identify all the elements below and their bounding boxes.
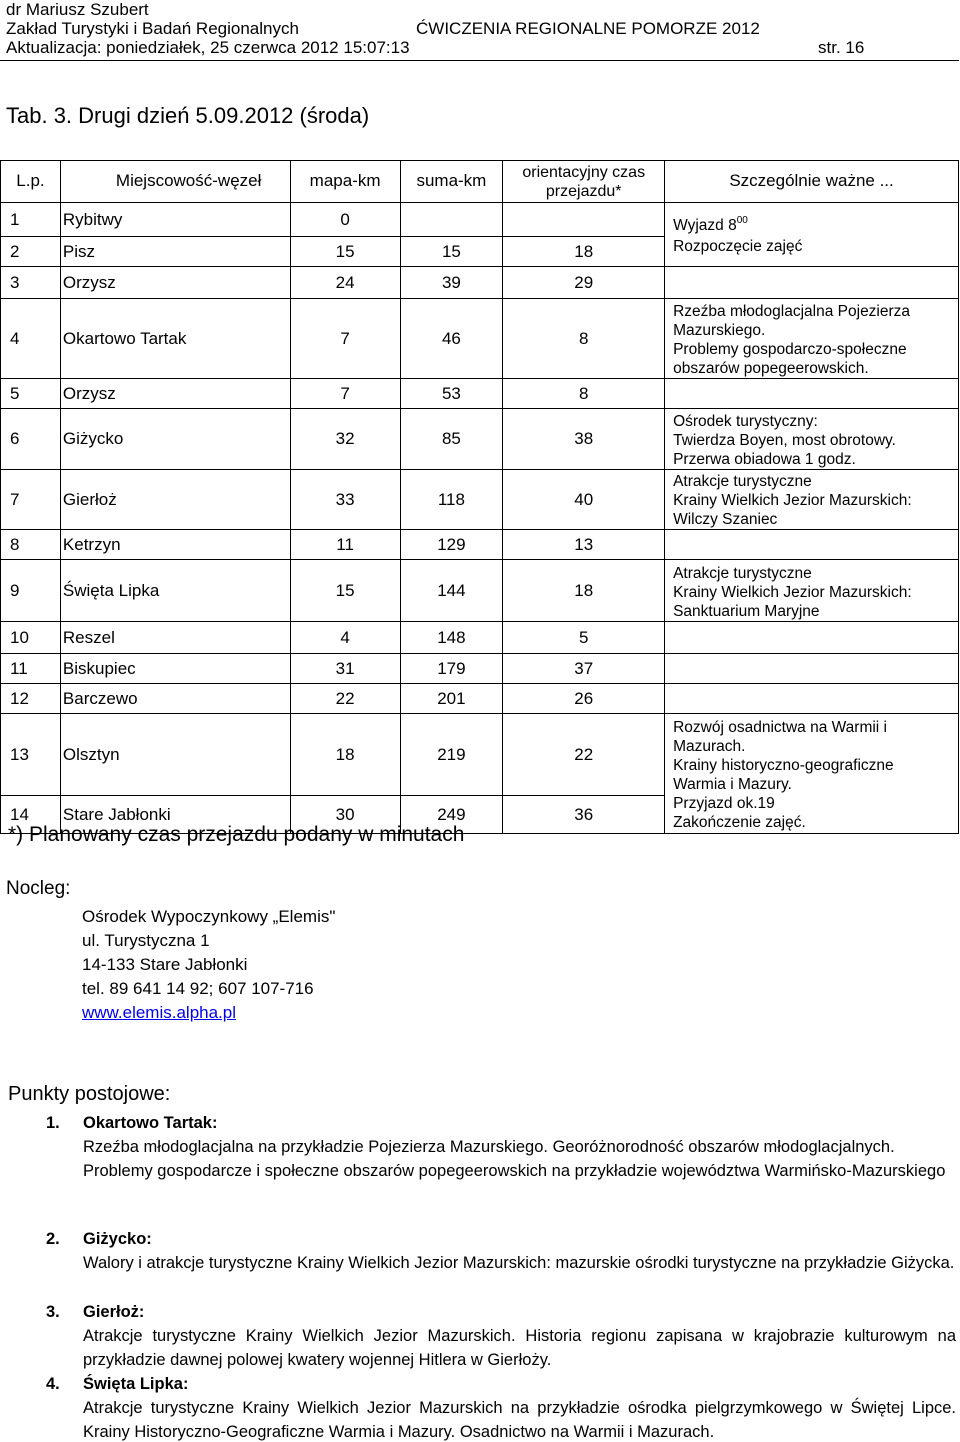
note-line: Rozwój osadnictwa na Warmii i	[673, 719, 888, 736]
header-notes: Szczególnie ważne ...	[665, 161, 959, 203]
itinerary-table	[0, 160, 959, 834]
header-page-number: str. 16	[818, 38, 865, 57]
stop-title: Giżycko:	[83, 1230, 152, 1248]
note-line: Atrakcje turystyczne	[673, 565, 812, 582]
row-time: 40	[503, 470, 665, 530]
stop-heading	[46, 1227, 956, 1251]
note-line: Atrakcje turystyczne	[673, 473, 812, 490]
note-start-line2: Rozpoczęcie zajęć	[673, 237, 803, 255]
row-map-km: 33	[290, 470, 400, 530]
stop-paragraph: Rzeźba młodoglacjalna na przykładzie Pojezierza Mazurskiego. Georóżnorodność obszarów młodoglacjalnych.	[83, 1138, 895, 1156]
row-sum-km: 148	[400, 622, 503, 654]
note-empty	[665, 622, 959, 654]
header-place: Miejscowość-węzeł	[60, 161, 290, 203]
row-lp: 2	[1, 237, 61, 267]
header-travel-time-line2: przejazdu*	[545, 182, 622, 200]
stop-paragraph: Atrakcje turystyczne Krainy Wielkich Jezior Mazurskich na przykładzie ośrodka pielgrzymkowego w Świętej Lipce. Krainy Historyczno-Geograficzne Warmia i Mazury. Osadnictwo na Warmii i Mazurach.	[83, 1399, 956, 1441]
note-line: Wilczy Szaniec	[673, 511, 778, 528]
row-place: Gierłoż	[60, 470, 290, 530]
header-author: dr Mariusz Szubert	[6, 0, 149, 19]
row-sum-km: 118	[400, 470, 503, 530]
row-lp: 12	[1, 684, 61, 714]
note-line: Krainy Wielkich Jezior Mazurskich:	[673, 492, 912, 509]
row-time: 29	[503, 267, 665, 299]
row-lp: 11	[1, 654, 61, 684]
note-line: Mazurach.	[673, 738, 746, 755]
row-lp: 6	[1, 409, 61, 470]
lodging-city: 14-133 Stare Jabłonki	[82, 955, 248, 974]
stop-paragraph: Problemy gospodarcze i społeczne obszarów popegeerowskich na przykładzie województwa Warmińsko-Mazurskiego	[83, 1162, 946, 1180]
stop-heading	[46, 1111, 956, 1135]
stop-body	[83, 1324, 956, 1372]
row-map-km: 15	[290, 237, 400, 267]
header-travel-time	[503, 161, 665, 203]
row-place: Święta Lipka	[60, 560, 290, 622]
row-time: 13	[503, 530, 665, 560]
row-place: Orzysz	[60, 379, 290, 409]
header-map-km: mapa-km	[290, 161, 400, 203]
stop-item	[46, 1111, 956, 1183]
note-line: Krainy Wielkich Jezior Mazurskich:	[673, 584, 912, 601]
note-empty	[665, 684, 959, 714]
note-line: Rzeźba młodoglacjalna Pojezierza	[673, 303, 911, 320]
table-row	[1, 203, 959, 237]
lodging-website-link[interactable]: www.elemis.alpha.pl	[82, 1003, 237, 1022]
row-lp: 4	[1, 299, 61, 379]
row-place: Orzysz	[60, 267, 290, 299]
row-map-km: 7	[290, 379, 400, 409]
stop-item	[46, 1300, 956, 1372]
row-sum-km: 144	[400, 560, 503, 622]
row-time: 22	[503, 714, 665, 796]
table-row	[1, 379, 959, 409]
stop-number: 1.	[46, 1114, 60, 1132]
row-time: 18	[503, 237, 665, 267]
table-row	[1, 560, 959, 622]
note-line: Przerwa obiadowa 1 godz.	[673, 451, 856, 468]
row-time: 8	[503, 379, 665, 409]
row-time: 26	[503, 684, 665, 714]
header-department: Zakład Turystyki i Badań Regionalnych	[6, 19, 299, 38]
lodging-phone: tel. 89 641 14 92; 607 107-716	[82, 979, 314, 998]
lodging-street: ul. Turystyczna 1	[82, 931, 210, 950]
row-sum-km: 53	[400, 379, 503, 409]
row-sum-km: 85	[400, 409, 503, 470]
row-lp: 9	[1, 560, 61, 622]
table-row	[1, 684, 959, 714]
row-place: Barczewo	[60, 684, 290, 714]
stop-body	[83, 1135, 956, 1183]
row-lp: 14	[1, 796, 61, 834]
row-lp: 8	[1, 530, 61, 560]
row-place: Ketrzyn	[60, 530, 290, 560]
row-map-km: 32	[290, 409, 400, 470]
row-sum-km	[400, 203, 503, 237]
row-lp: 7	[1, 470, 61, 530]
row-map-km: 18	[290, 714, 400, 796]
note-line: Krainy historyczno-geograficzne	[673, 757, 894, 774]
header-updated: Aktualizacja: poniedziałek, 25 czerwca 2012 15:07:13	[6, 38, 410, 57]
row-sum-km: 129	[400, 530, 503, 560]
row-place: Okartowo Tartak	[60, 299, 290, 379]
row-time: 37	[503, 654, 665, 684]
stop-paragraph: Atrakcje turystyczne Krainy Wielkich Jezior Mazurskich. Historia regionu zapisana w krajobrazie kulturowym na przykładzie dawnej polowej kwatery wojennej Hitlera w Gierłoży.	[83, 1327, 956, 1369]
header-divider	[0, 60, 959, 61]
note-line: Zakończenie zajęć.	[673, 814, 806, 831]
row-place: Stare Jabłonki	[60, 796, 290, 834]
stop-title: Święta Lipka:	[83, 1375, 189, 1393]
row-lp: 5	[1, 379, 61, 409]
header-sum-km: suma-km	[400, 161, 503, 203]
row-place: Pisz	[60, 237, 290, 267]
row-sum-km: 179	[400, 654, 503, 684]
note-line: Warmia i Mazury.	[673, 776, 792, 793]
row-lp: 13	[1, 714, 61, 796]
row-sum-km: 219	[400, 714, 503, 796]
header-event: ĆWICZENIA REGIONALNE POMORZE 2012	[416, 19, 760, 38]
row-time: 38	[503, 409, 665, 470]
row-map-km: 0	[290, 203, 400, 237]
note-empty	[665, 654, 959, 684]
row-map-km: 11	[290, 530, 400, 560]
table-row	[1, 654, 959, 684]
note-empty	[665, 530, 959, 560]
row-place: Rybitwy	[60, 203, 290, 237]
note-empty	[665, 379, 959, 409]
note-line: Mazurskiego.	[673, 322, 766, 339]
table-row	[1, 714, 959, 796]
stop-title: Okartowo Tartak:	[83, 1114, 218, 1132]
row-time: 36	[503, 796, 665, 834]
header-travel-time-line1: orientacyjny czas	[522, 163, 646, 181]
row-lp: 3	[1, 267, 61, 299]
note-gizycko	[665, 409, 959, 470]
table-row	[1, 267, 959, 299]
row-lp: 1	[1, 203, 61, 237]
stop-number: 4.	[46, 1375, 60, 1393]
note-gierloz	[665, 470, 959, 530]
row-place: Biskupiec	[60, 654, 290, 684]
note-line: Problemy gospodarczo-społeczne	[673, 341, 907, 358]
row-sum-km: 39	[400, 267, 503, 299]
note-line: Przyjazd ok.19	[673, 795, 775, 812]
header-lp: L.p.	[1, 161, 61, 203]
row-place: Giżycko	[60, 409, 290, 470]
note-empty	[665, 267, 959, 299]
stop-number: 3.	[46, 1303, 60, 1321]
stop-body	[83, 1251, 956, 1275]
lodging-label: Nocleg:	[6, 878, 71, 899]
table-row	[1, 530, 959, 560]
row-map-km: 24	[290, 267, 400, 299]
note-okartowo	[665, 299, 959, 379]
note-start-line1	[673, 216, 958, 237]
row-sum-km: 249	[400, 796, 503, 834]
table-row	[1, 409, 959, 470]
note-line: Twierdza Boyen, most obrotowy.	[673, 432, 896, 449]
row-map-km: 4	[290, 622, 400, 654]
stop-title: Gierłoż:	[83, 1303, 145, 1321]
row-time: 5	[503, 622, 665, 654]
stop-heading	[46, 1300, 956, 1324]
row-time	[503, 203, 665, 237]
stop-paragraph: Walory i atrakcje turystyczne Krainy Wielkich Jezior Mazurskich: mazurskie ośrodki turystyczne na przykładzie Giżycka.	[83, 1254, 955, 1272]
row-sum-km: 15	[400, 237, 503, 267]
note-line: obszarów popegeerowskich.	[673, 360, 869, 377]
table-row	[1, 622, 959, 654]
row-map-km: 22	[290, 684, 400, 714]
note-start-prefix: Wyjazd 8	[673, 216, 737, 234]
table-row	[1, 470, 959, 530]
note-olsztyn	[665, 714, 959, 834]
row-map-km: 31	[290, 654, 400, 684]
note-swieta-lipka	[665, 560, 959, 622]
table-row	[1, 299, 959, 379]
note-start	[665, 203, 959, 267]
note-line: Ośrodek turystyczny:	[673, 413, 818, 430]
table-header-row	[1, 161, 959, 203]
note-line: Sanktuarium Maryjne	[673, 603, 820, 620]
stop-heading	[46, 1372, 956, 1396]
row-map-km: 15	[290, 560, 400, 622]
row-sum-km: 201	[400, 684, 503, 714]
lodging-name: Ośrodek Wypoczynkowy „Elemis"	[82, 907, 336, 926]
note-start-sup: 00	[736, 214, 748, 226]
row-map-km: 7	[290, 299, 400, 379]
row-sum-km: 46	[400, 299, 503, 379]
row-lp: 10	[1, 622, 61, 654]
stop-body	[83, 1396, 956, 1442]
row-place: Olsztyn	[60, 714, 290, 796]
stops-label: Punkty postojowe:	[8, 1083, 171, 1105]
row-time: 8	[503, 299, 665, 379]
stop-item	[46, 1372, 956, 1442]
row-place: Reszel	[60, 622, 290, 654]
row-time: 18	[503, 560, 665, 622]
stop-number: 2.	[46, 1230, 60, 1248]
table-footnote: *) Planowany czas przejazdu podany w minutach	[8, 823, 465, 846]
stop-item	[46, 1227, 956, 1275]
table-title: Tab. 3. Drugi dzień 5.09.2012 (środa)	[6, 103, 370, 128]
row-map-km: 30	[290, 796, 400, 834]
